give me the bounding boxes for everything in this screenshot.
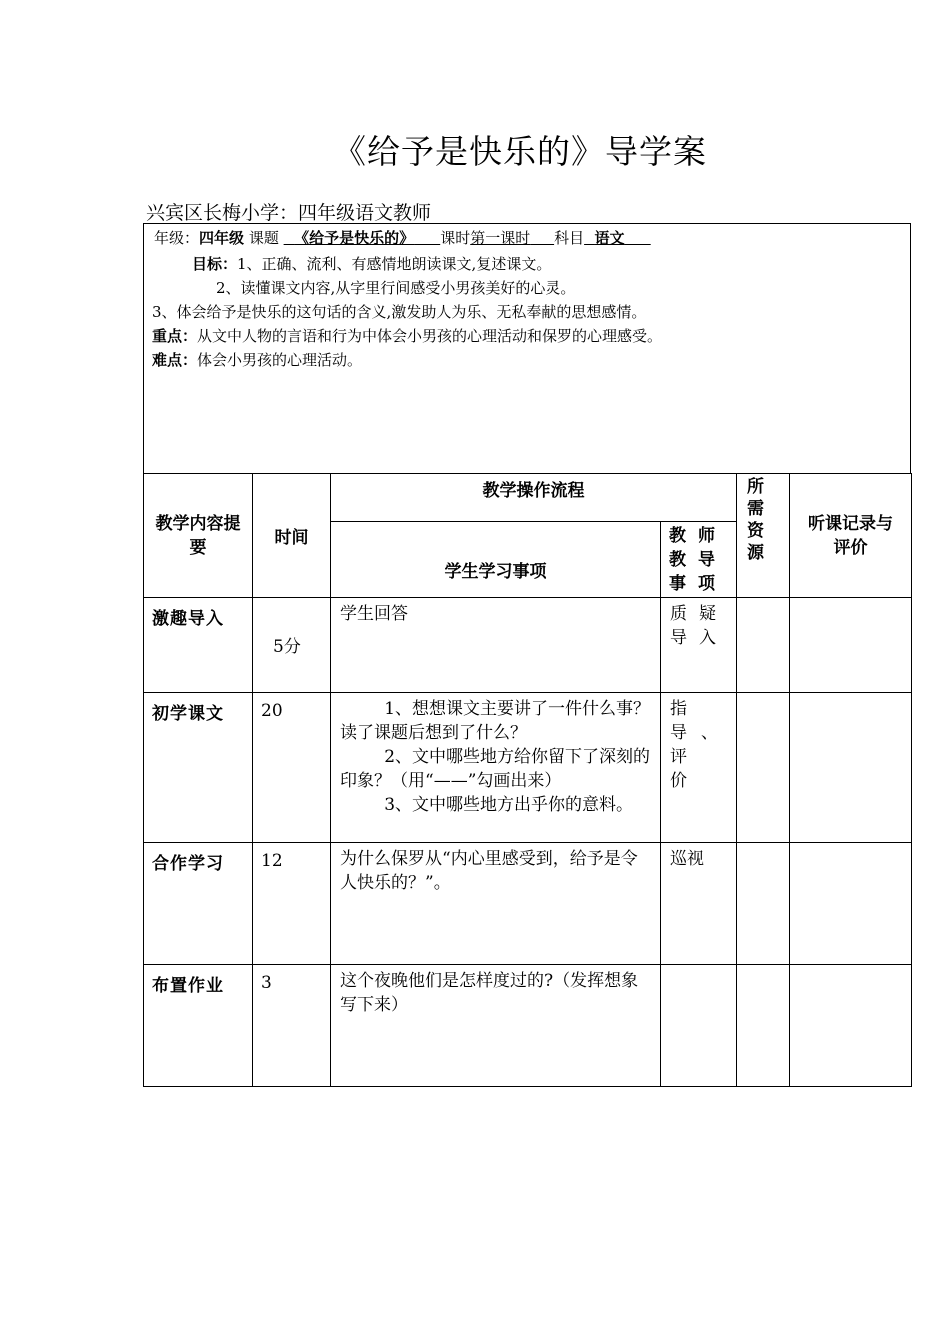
teacher-cell: 指导、评价	[661, 693, 737, 843]
goal-1: 目标：1、正确、流利、有感情地朗读课文,复述课文。	[192, 255, 552, 273]
record-cell	[790, 965, 912, 1087]
goals-label: 目标：	[192, 255, 238, 273]
topic-label: 课题	[248, 229, 279, 247]
table-row	[144, 693, 912, 843]
lesson-table	[143, 473, 912, 1087]
page-title: 《给予是快乐的》导学案	[333, 132, 707, 171]
table-row	[144, 843, 912, 965]
goal-2: 2、读懂课文内容,从字里行间感受小男孩美好的心灵。	[216, 279, 576, 297]
info-row	[154, 226, 651, 250]
period-value: 第一课时	[470, 229, 531, 247]
grade-label: 年级：	[154, 229, 200, 247]
time-cell: 3	[253, 965, 331, 1087]
info-box	[143, 223, 911, 474]
header-student: 学生学习事项	[331, 522, 661, 598]
teacher-cell	[661, 965, 737, 1087]
period-label: 课时	[440, 229, 471, 247]
time-cell: 5分	[253, 598, 331, 693]
teacher-cell: 质疑导入	[661, 598, 737, 693]
header-resources: 所需资源	[737, 474, 790, 598]
header-content: 教学内容提要	[144, 474, 253, 598]
student-cell: 这个夜晚他们是怎样度过的?（发挥想象写下来）	[331, 965, 661, 1087]
resources-cell	[737, 693, 790, 843]
key-point: 重点：从文中人物的言语和行为中体会小男孩的心理活动和保罗的心理感受。	[152, 327, 663, 345]
time-cell: 20	[253, 693, 331, 843]
record-cell	[790, 843, 912, 965]
stage-cell: 激趣导入	[144, 598, 253, 693]
table-row	[144, 598, 912, 693]
header-time: 时间	[253, 474, 331, 598]
resources-cell	[737, 843, 790, 965]
record-cell	[790, 598, 912, 693]
stage-cell: 布置作业	[144, 965, 253, 1087]
header-teacher: 教师教导事项	[661, 522, 737, 598]
resources-cell	[737, 598, 790, 693]
header-flow: 教学操作流程	[331, 474, 737, 522]
resources-cell	[737, 965, 790, 1087]
table-row	[144, 965, 912, 1087]
stage-cell: 合作学习	[144, 843, 253, 965]
topic-value: 《给予是快乐的》	[294, 229, 415, 247]
header-record: 听课记录与评价	[790, 474, 912, 598]
student-cell: 1、想想课文主要讲了一件什么事？读了课题后想到了什么？ 2、文中哪些地方给你留下了深刻的印象？（用“——”勾画出来） 3、文中哪些地方出乎你的意料。	[331, 693, 661, 843]
difficulty: 难点：体会小男孩的心理活动。	[152, 351, 363, 369]
teacher-cell: 巡视	[661, 843, 737, 965]
time-cell: 12	[253, 843, 331, 965]
school-line: 兴宾区长梅小学：四年级语文教师	[146, 202, 432, 224]
student-cell: 学生回答	[331, 598, 661, 693]
student-cell: 为什么保罗从“内心里感受到，给予是令人快乐的？”。	[331, 843, 661, 965]
goal-3: 3、体会给予是快乐的这句话的含义,激发助人为乐、无私奉献的思想感情。	[152, 303, 647, 321]
subject-label: 科目	[554, 229, 585, 247]
grade-value: 四年级	[199, 229, 245, 247]
stage-cell: 初学课文	[144, 693, 253, 843]
record-cell	[790, 693, 912, 843]
subject-value: 语文	[594, 229, 625, 247]
